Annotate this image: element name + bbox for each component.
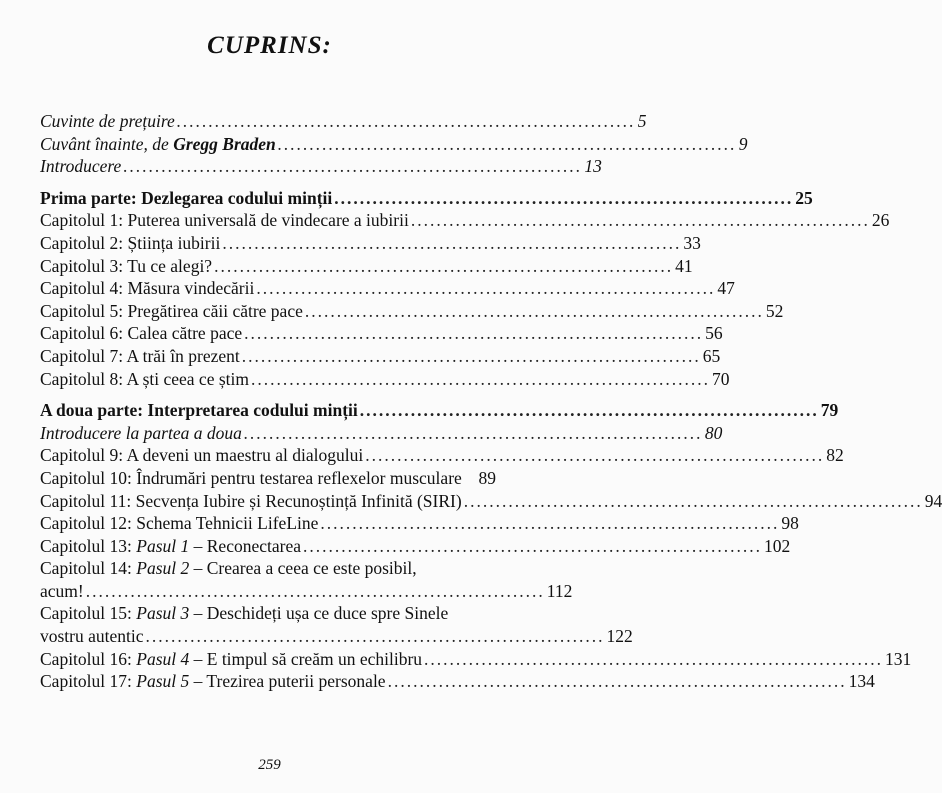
- toc-entry-page: 33: [683, 232, 701, 253]
- toc-entry-page: 122: [606, 626, 633, 647]
- toc-entry-page: 112: [546, 580, 573, 601]
- page-number: 259: [258, 757, 281, 773]
- toc-entry: [40, 345, 721, 368]
- step-label: Pasul 1: [136, 535, 190, 556]
- toc-entry-prefix: Capitolul 14:: [40, 558, 137, 579]
- toc-entry-foreword: [40, 133, 748, 156]
- toc-entry-title: – Crearea a ceea ce este posibil,: [189, 558, 417, 579]
- toc-entry-prefix: Capitolul 17:: [40, 671, 137, 692]
- foreword-author: Gregg Braden: [173, 133, 276, 154]
- dot-leader: ........................................................................: [243, 422, 703, 443]
- toc-entry: [40, 467, 496, 490]
- toc-entry-page: 56: [705, 323, 723, 344]
- toc-entry-page: 89: [478, 467, 496, 488]
- dot-leader: ........................................................................: [85, 580, 545, 601]
- dot-leader: ........................................................................: [365, 445, 825, 466]
- toc-entry-page: 102: [763, 535, 791, 556]
- step-label: Pasul 3: [136, 603, 190, 624]
- toc-entry-step: [40, 535, 791, 558]
- table-of-contents: [40, 110, 942, 693]
- toc-entry-label: Capitolul 11: Secvența Iubire și Recunoștință Infinită (SIRI): [40, 490, 462, 511]
- toc-entry-page: 94: [924, 490, 942, 511]
- dot-leader: ........................................................................: [359, 400, 819, 421]
- toc-entry-label: Cuvânt înainte, de: [40, 133, 174, 154]
- toc-entry: [40, 232, 701, 255]
- toc-part-label: A doua parte: Interpretarea codului minții: [40, 400, 358, 421]
- toc-entry-label: Capitolul 1: Puterea universală de vindecare a iubirii: [40, 210, 409, 231]
- toc-entry-label: Introducere la partea a doua: [40, 422, 242, 443]
- toc-entry-title: – E timpul să creăm un echilibru: [189, 648, 423, 669]
- toc-entry-step: [40, 648, 912, 671]
- toc-entry-acknowledgements: [40, 110, 647, 133]
- dot-leader: ........................................................................: [304, 300, 764, 321]
- toc-entry-page: 82: [826, 445, 844, 466]
- toc-entry: [40, 512, 799, 535]
- toc-entry-continuation: [40, 580, 573, 603]
- dot-leader: ........................................................................: [214, 255, 674, 276]
- dot-leader: ........................................................................: [424, 648, 884, 669]
- dot-leader: ........................................................................: [320, 513, 780, 534]
- step-label: Pasul 5: [136, 671, 190, 692]
- toc-entry-title: – Trezirea puterii personale: [189, 671, 386, 692]
- toc-entry-page: 65: [702, 345, 721, 366]
- toc-part-page: 25: [795, 187, 813, 208]
- toc-part-heading: [40, 399, 839, 422]
- toc-entry-label: Capitolul 12: Schema Tehnicii LifeLine: [40, 513, 319, 534]
- toc-entry-label: Capitolul 6: Calea către pace: [40, 323, 243, 344]
- dot-leader: ........................................................................: [244, 323, 704, 344]
- toc-entry-page: 41: [675, 255, 693, 276]
- dot-leader: ........................................................................: [241, 345, 701, 366]
- toc-entry-label: Capitolul 9: A deveni un maestru al dialogului: [40, 445, 364, 466]
- toc-entry-label: Cuvinte de prețuire: [40, 111, 175, 131]
- toc-entry-label: Capitolul 7: A trăi în prezent: [40, 345, 240, 366]
- toc-entry-page: 52: [765, 300, 784, 321]
- dot-leader: ........................................................................: [334, 187, 794, 208]
- toc-entry: [40, 422, 723, 445]
- toc-entry-page: 134: [848, 671, 875, 692]
- toc-part-heading: [40, 187, 813, 210]
- toc-entry: [40, 255, 693, 278]
- toc-entry: [40, 322, 723, 345]
- toc-entry-cont-label: acum!: [40, 580, 84, 601]
- dot-leader: ........................................................................: [410, 210, 870, 231]
- dot-leader: ........................................................................: [277, 133, 737, 154]
- toc-entry-prefix: Capitolul 16:: [40, 648, 137, 669]
- toc-entry-page: 98: [781, 513, 799, 534]
- page-title: CUPRINS:: [207, 32, 332, 59]
- toc-entry-page: 131: [885, 648, 912, 669]
- toc-entry-label: Capitolul 10: Îndrumări pentru testarea reflexelor musculare: [40, 467, 462, 488]
- toc-entry-prefix: Capitolul 15:: [40, 603, 137, 624]
- toc-entry-label: Capitolul 2: Știința iubirii: [40, 232, 221, 253]
- toc-entry-page: 80: [704, 422, 723, 443]
- dot-leader: ........................................................................: [302, 535, 762, 556]
- toc-entry-label: Capitolul 4: Măsura vindecării: [40, 278, 255, 299]
- dot-leader: ........................................................................: [176, 111, 636, 131]
- toc-part-page: 79: [820, 400, 839, 421]
- toc-entry: [40, 209, 890, 232]
- toc-entry: [40, 444, 844, 467]
- step-label: Pasul 4: [136, 648, 190, 669]
- toc-entry: [40, 300, 784, 323]
- toc-entry-page: 9: [738, 133, 748, 154]
- toc-entry-prefix: Capitolul 13:: [40, 535, 137, 556]
- toc-entry: [40, 490, 942, 513]
- toc-entry-label: Capitolul 3: Tu ce alegi?: [40, 255, 213, 276]
- dot-leader: ........................................................................: [123, 156, 583, 177]
- toc-entry-title: – Deschideți ușa ce duce spre Sinele: [189, 603, 449, 624]
- toc-part-label: Prima parte: Dezlegarea codului minții: [40, 187, 333, 208]
- step-label: Pasul 2: [136, 558, 190, 579]
- toc-entry-label: Introducere: [40, 156, 122, 177]
- toc-entry-page: 47: [717, 278, 735, 299]
- toc-entry: [40, 368, 730, 391]
- toc-entry-title: – Reconectarea: [189, 535, 301, 556]
- dot-leader: ........................................................................: [145, 626, 605, 647]
- toc-entry-page: 70: [712, 368, 730, 389]
- toc-entry-page: 26: [871, 210, 890, 231]
- dot-leader: ........................................................................: [463, 490, 923, 511]
- toc-entry-introduction: [40, 155, 602, 178]
- toc-entry-cont-label: vostru autentic: [40, 626, 144, 647]
- dot-leader: ........................................................................: [387, 671, 847, 692]
- dot-leader: ........................................................................: [256, 278, 716, 299]
- toc-entry-label: Capitolul 8: A ști ceea ce știm: [40, 368, 249, 389]
- toc-entry-continuation: [40, 625, 633, 648]
- dot-leader: ........................................................................: [222, 232, 682, 253]
- toc-entry-step: [40, 602, 496, 625]
- toc-entry: [40, 277, 735, 300]
- toc-entry-step: [40, 670, 875, 693]
- toc-entry-page: 13: [584, 156, 602, 177]
- toc-entry-step: [40, 557, 496, 580]
- dot-leader: ........................................................................: [251, 368, 710, 389]
- toc-entry-page: 5: [637, 111, 647, 131]
- toc-entry-label: Capitolul 5: Pregătirea căii către pace: [40, 300, 303, 321]
